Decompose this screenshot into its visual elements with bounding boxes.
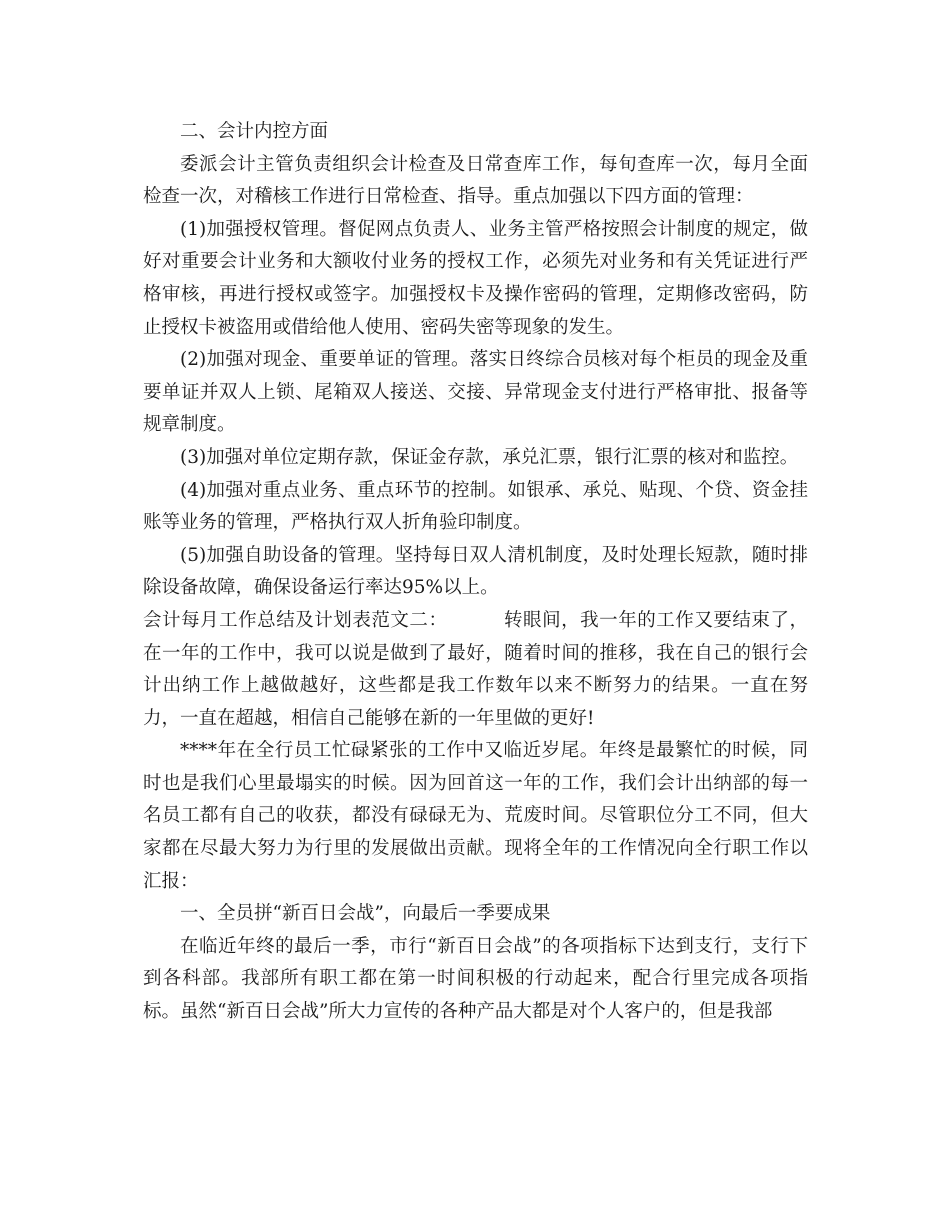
document-body [143,116,808,1029]
paragraph-sample-two-intro [143,605,808,735]
section-heading-internal-control: 二、会计内控方面 [180,121,329,142]
sample-two-heading: 会计每月工作总结及计划表范文二： [143,609,448,631]
paragraph-cash-voucher-management: (2)加强对现金、重要单证的管理。落实日终综合员核对每个柜员的现金及重要单证并双人上锁、尾箱双人接送、交接、异常现金支付进行严格审批、报备等规章制度。 [143,349,808,436]
paragraph-self-service-equipment: (5)加强自助设备的管理。坚持每日双人清机制度，及时处理长短款，随时排除设备故障，确保设备运行率达95%以上。 [143,544,808,599]
paragraph-deposit-monitoring: (3)加强对单位定期存款，保证金存款，承兑汇票，银行汇票的核对和监控。 [180,446,799,468]
sample-two-text: 转眼间，我一年的工作又要结束了，在一年的工作中，我可以说是做到了最好，随着时间的推移，我在自己的银行会计出纳工作上越做越好，这些都是我工作数年以来不断努力的结果。一直在努力，一直在超越，相信自己能够在新的一年里做的更好! [143,609,808,729]
paragraph-authorization-management: (1)加强授权管理。督促网点负责人、业务主管严格按照会计制度的规定，做好对重要会计业务和大额收付业务的授权工作，必须先对业务和有关凭证进行严格审核，再进行授权或签字。加强授权卡及操作密码的管理，定期修改密码，防止授权卡被盗用或借给他人使用、密码失密等现象的发生。 [143,218,808,338]
paragraph-key-business-control: (4)加强对重点业务、重点环节的控制。如银承、承兑、贴现、个贷、资金挂账等业务的管理，严格执行双人折角验印制度。 [143,479,808,534]
paragraph-accounting-inspection: 委派会计主管负责组织会计检查及日常查库工作，每旬查库一次，每月全面检查一次，对稽核工作进行日常检查、指导。重点加强以下四方面的管理： [143,153,808,208]
section-heading-hundred-day-campaign: 一、全员拼“新百日会战”，向最后一季要成果 [180,903,551,925]
paragraph-year-end-review: ****年在全行员工忙碌紧张的工作中又临近岁尾。年终是最繁忙的时候，同时也是我们心里最塌实的时候。因为回首这一年的工作，我们会计出纳部的每一名员工都有自己的收获，都没有碌碌无为、荒废时间。尽管职位分工不同，但大家都在尽最大努力为行里的发展做出贡献。现将全年的工作情况向全行职工作以汇报： [143,740,808,892]
paragraph-final-quarter: 在临近年终的最后一季，市行“新百日会战”的各项指标下达到支行，支行下到各科部。我部所有职工都在第一时间积极的行动起来，配合行里完成各项指标。虽然“新百日会战”所大力宣传的各种产品大都是对个人客户的，但是我部 [143,935,808,1023]
